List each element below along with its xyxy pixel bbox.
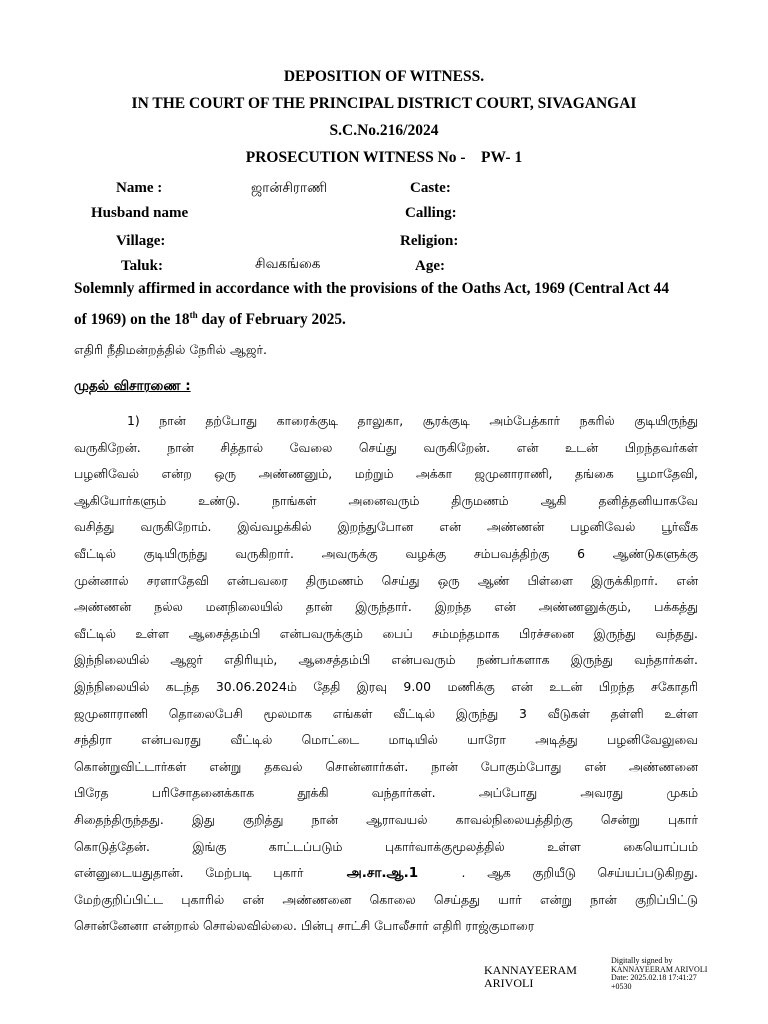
testimony-line: சந்திரா என்பவரது வீட்டில் மொட்டை மாடியில் யாரோ அடித்து பழனிவேலுவை	[74, 732, 698, 748]
testimony-line: சொன்னேனா என்றால் சொல்லவில்லை. பின்பு சாட்சி போலீசார் எதிரி ராஜ்குமாரை	[74, 918, 535, 934]
testimony-line: பிரேத பரிசோதனைக்காக தூக்கி வந்தார்கள். அப்போது அவரது முகம்	[74, 785, 698, 801]
oath-statement	[74, 275, 698, 333]
taluk-label: Taluk:	[121, 258, 163, 274]
calling-label: Calling:	[405, 205, 457, 221]
testimony-line: வருகிறேன். நான் சித்தால் வேலை செய்து வருகிறேன். என் உடன் பிறந்தவர்கள்	[74, 439, 698, 455]
testimony-line: ஜமுனாராணி தொலைபேசி மூலமாக எங்கள் வீட்டில் இருந்து 3 வீடுகள் தள்ளி உள்ள	[74, 705, 698, 721]
taluk-value: சிவகங்கை	[255, 256, 321, 272]
testimony-line: சிதைந்திருந்தது. இது குறித்து நான் ஆராவயல் காவல்நிலையத்திற்கு சென்று புகார்	[74, 811, 698, 827]
testimony-line: வீட்டில் உள்ள ஆசைத்தம்பி என்பவருக்கும் பைப் சம்மந்தமாக பிரச்சனை இருந்து வந்தது.	[74, 625, 698, 641]
testimony-line: அண்ணன் நல்ல மனநிலையில் தான் இருந்தார். இறந்த என் அண்ணனுக்கும், பக்கத்து	[74, 599, 698, 615]
document-title: DEPOSITION OF WITNESS.	[283, 68, 485, 85]
name-value: ஜான்சிராணி	[251, 180, 328, 196]
digital-signature-info: Digitally signed by KANNAYEERAM ARIVOLI Date: 2025.02.18 17:41:27 +0530	[611, 956, 708, 991]
testimony-line: வசித்து வருகிறோம். இவ்வழக்கில் இறந்துபோன என் அண்ணன் பழனிவேல் பூர்வீக	[74, 519, 698, 535]
testimony-line: கொன்றுவிட்டார்கள் என்று தகவல் சொன்னார்கள். நான் போகும்போது என் அண்ணனை	[74, 758, 698, 774]
testimony-line: முன்னால் சரளாதேவி என்பவரை திருமணம் செய்து ஒரு ஆண் பிள்ளை இருக்கிறார். என்	[74, 572, 698, 588]
testimony-line: மேற்குறிப்பிட்ட புகாரில் என் அண்ணனை கொலை செய்தது யார் என்று நான் குறிப்பிட்டு	[74, 891, 698, 907]
presence-note: எதிரி நீதிமன்றத்தில் நேரில் ஆஜர்.	[74, 342, 268, 357]
testimony-line: வீட்டில் குடியிருந்து வருகிறார். அவருக்கு வழக்கு சம்பவத்திற்கு 6 ஆண்டுகளுக்கு	[74, 545, 698, 561]
court-name: IN THE COURT OF THE PRINCIPAL DISTRICT COURT, SIVAGANGAI	[131, 95, 637, 112]
case-number: S.C.No.216/2024	[329, 122, 439, 139]
caste-label: Caste:	[410, 180, 451, 196]
exhibit-mark: அ.சா.ஆ.1	[346, 865, 419, 882]
age-label: Age:	[415, 258, 445, 274]
testimony-line: பழனிவேல் என்ற ஒரு அண்ணனும், மற்றும் அக்கா ஜமுனாராணி, தங்கை பூமாதேவி,	[74, 466, 698, 482]
religion-label: Religion:	[400, 233, 459, 249]
oath-line-1: Solemnly affirmed in accordance with the provisions of the Oaths Act, 1969 (Central Act 44	[74, 280, 669, 297]
testimony-body	[74, 408, 698, 940]
oath-line-2: of 1969) on the 18th day of February 2025.	[74, 310, 346, 329]
testimony-line-exhibit: என்னுடையதுதான். மேற்படி புகார் அ.சா.ஆ.1 . ஆக குறியீடு செய்யப்படுகிறது.	[74, 865, 698, 882]
testimony-line: கொடுத்தேன். இங்கு காட்டப்படும் புகார்வாக்குமூலத்தில் உள்ள கையொப்பம்	[74, 838, 698, 854]
village-label: Village:	[116, 233, 166, 249]
signatory-name: KANNAYEERAM ARIVOLI	[484, 963, 577, 990]
section-heading: முதல் விசாரணை :	[74, 378, 191, 394]
testimony-line: 1) நான் தற்போது காரைக்குடி தாலுகா, சூரக்குடி அம்பேத்கார் நகரில் குடியிருந்து	[127, 413, 698, 428]
witness-number: PROSECUTION WITNESS No - PW- 1	[245, 149, 523, 166]
name-label: Name :	[116, 180, 163, 196]
testimony-line: ஆகியோர்களும் உண்டு. நாங்கள் அனைவரும் திருமணம் ஆகி தனித்தனியாகவே	[74, 492, 698, 508]
testimony-line: இந்நிலையில் ஆஜர் எதிரியும், ஆசைத்தம்பி என்பவரும் நண்பர்களாக இருந்து வந்தார்கள்.	[74, 652, 698, 668]
husband-name-label: Husband name	[91, 205, 189, 221]
testimony-line: இந்நிலையில் கடந்த 30.06.2024ம் தேதி இரவு 9.00 மணிக்கு என் உடன் பிறந்த சகோதரி	[74, 678, 698, 694]
